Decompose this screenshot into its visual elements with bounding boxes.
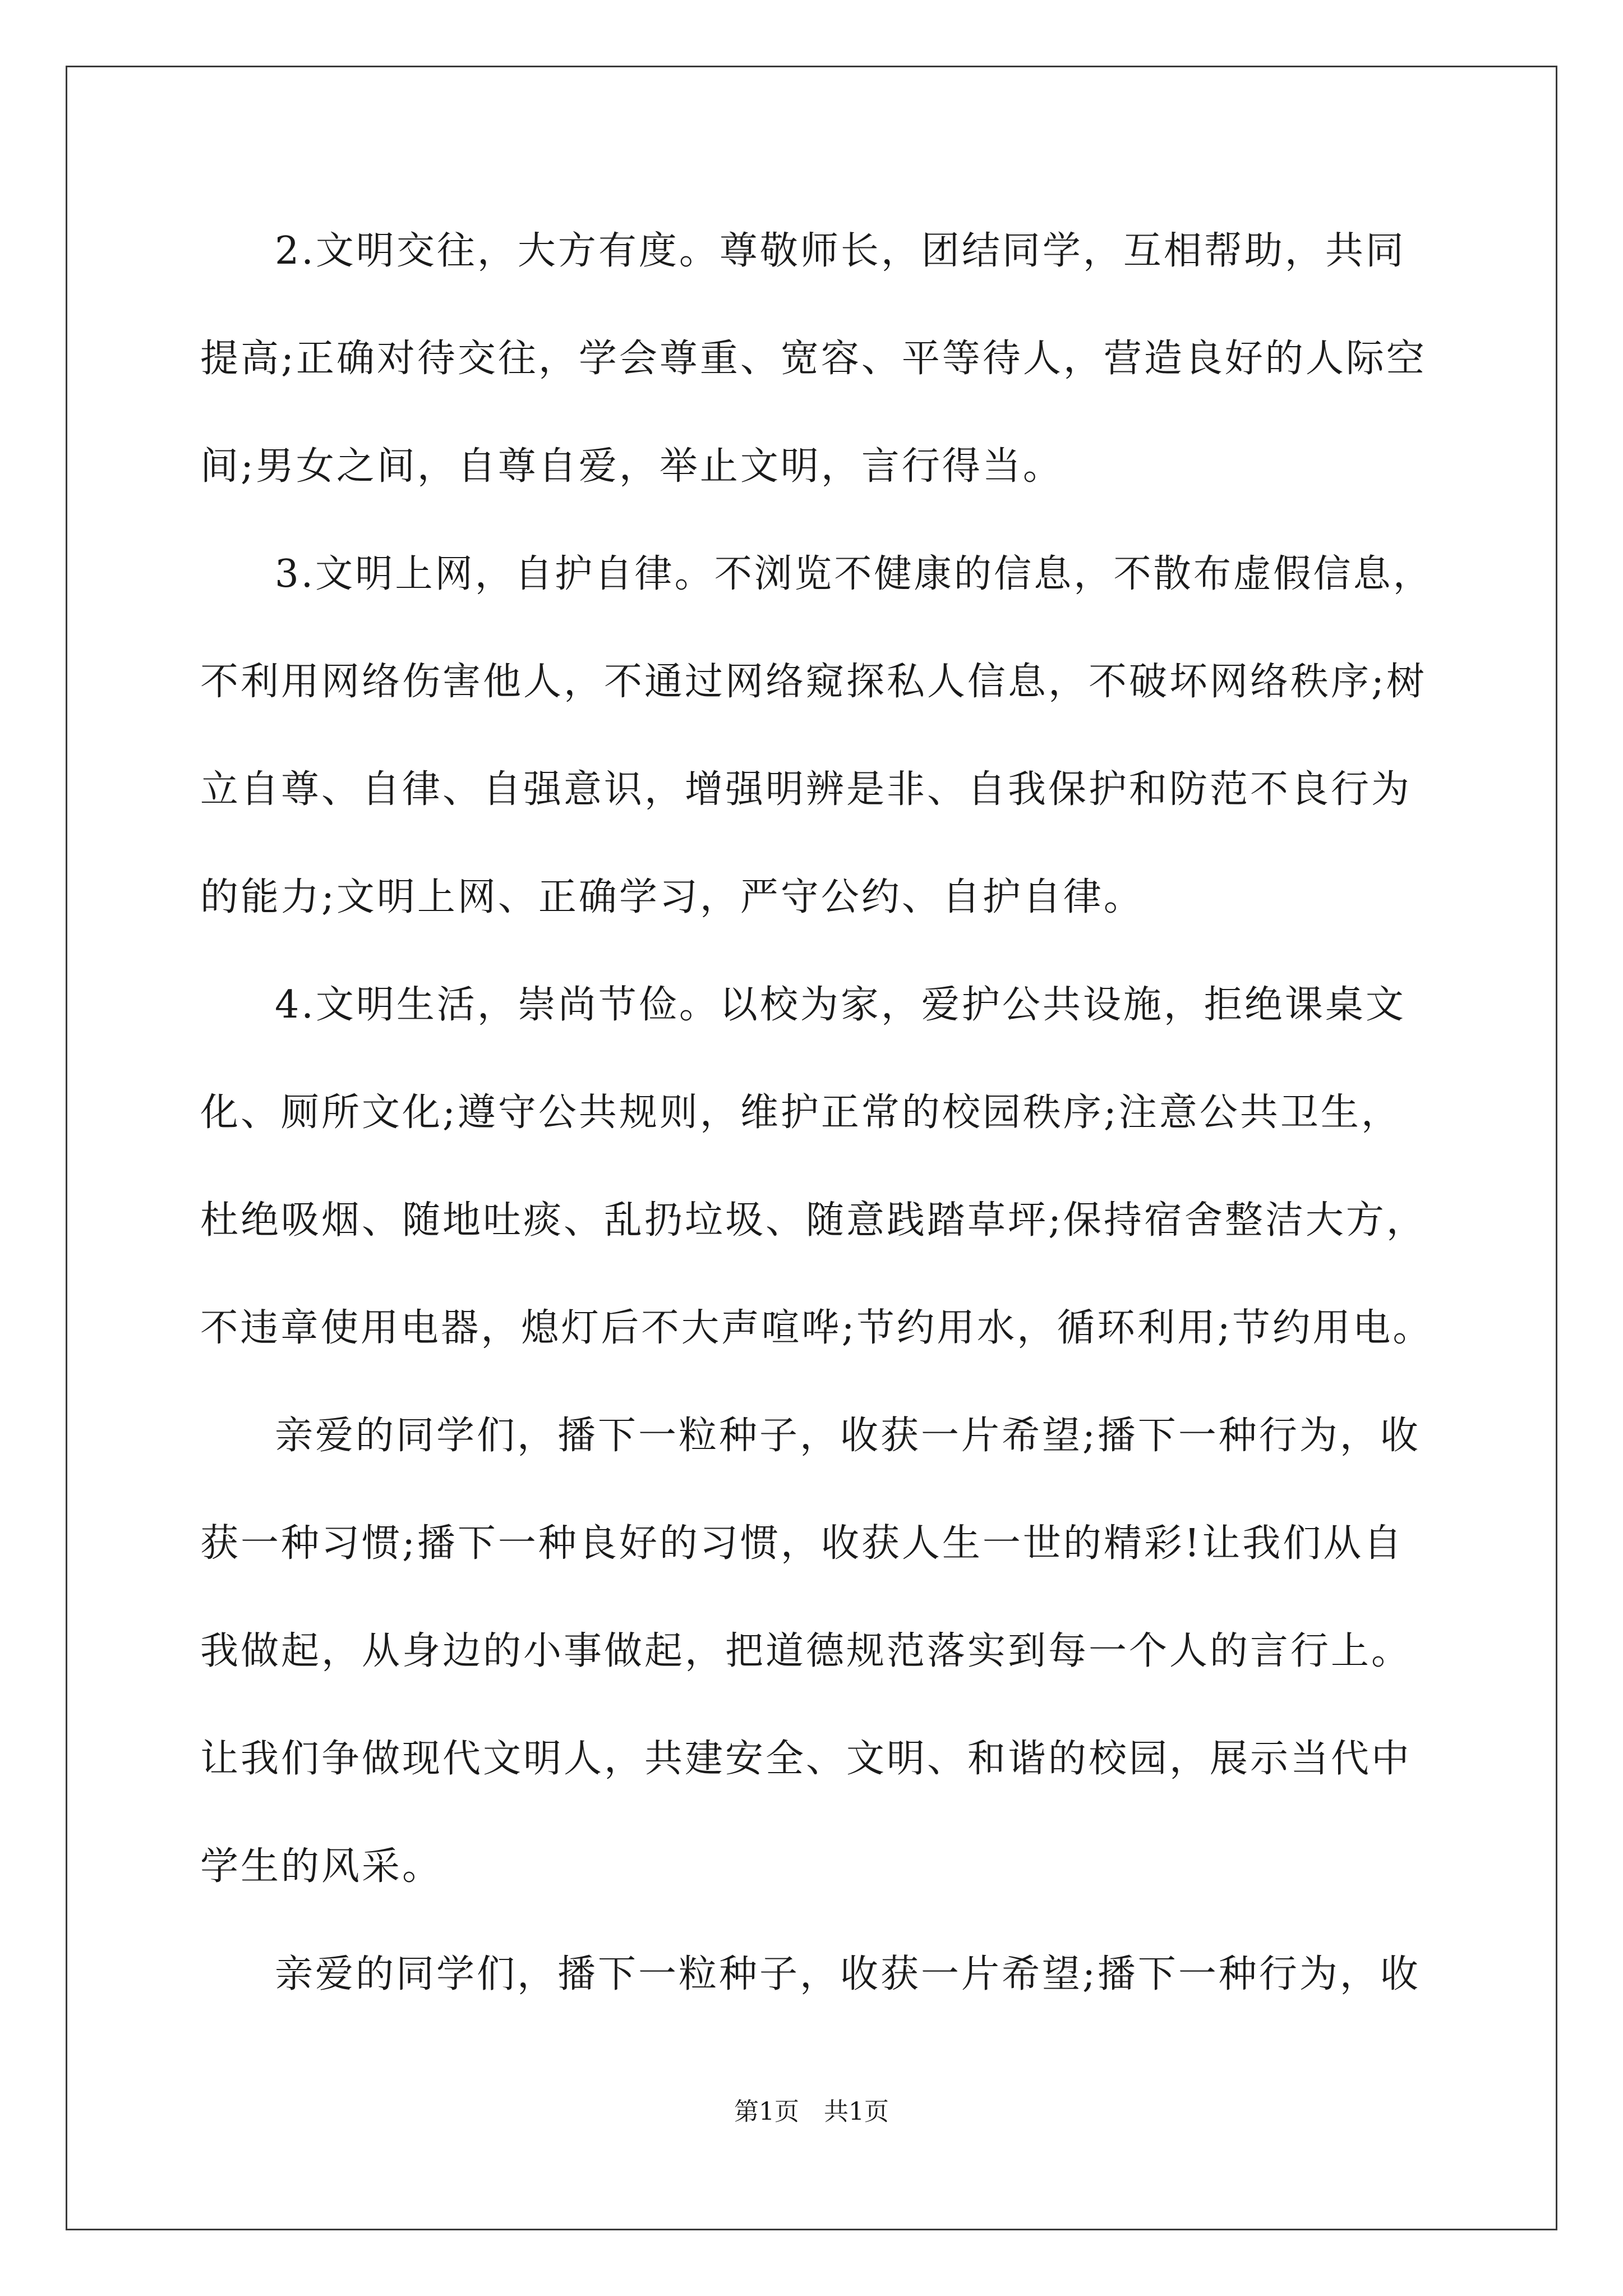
- text-line: 不违章使用电器，熄灯后不大声喧哗;节约用水，循环利用;节约用电。: [200, 1306, 1433, 1350]
- text-line: 杜绝吸烟、随地吐痰、乱扔垃圾、随意践踏草坪;保持宿舍整洁大方，: [200, 1198, 1427, 1243]
- page-border: [66, 66, 1557, 2230]
- text-line: 获一种习惯;播下一种良好的习惯，收获人生一世的精彩!让我们从自: [200, 1521, 1404, 1566]
- text-line: 2.文明交往，大方有度。尊敬师长，团结同学，互相帮助，共同: [275, 229, 1406, 273]
- text-line: 间;男女之间，自尊自爱，举止文明，言行得当。: [200, 444, 1063, 489]
- text-line: 的能力;文明上网、正确学习，严守公约、自护自律。: [200, 875, 1144, 919]
- page-footer: 第1页 共1页: [734, 2097, 889, 2126]
- text-line: 亲爱的同学们，播下一粒种子，收获一片希望;播下一种行为，收: [275, 1952, 1421, 1996]
- text-line: 4.文明生活，崇尚节俭。以校为家，爱护公共设施，拒绝课桌文: [275, 983, 1406, 1027]
- text-line: 让我们争做现代文明人，共建安全、文明、和谐的校园，展示当代中: [200, 1737, 1412, 1781]
- text-line: 立自尊、自律、自强意识，增强明辨是非、自我保护和防范不良行为: [200, 767, 1412, 812]
- text-line: 学生的风采。: [200, 1844, 443, 1889]
- text-line: 化、厕所文化;遵守公共规则，维护正常的校园秩序;注意公共卫生，: [200, 1091, 1401, 1135]
- text-line: 亲爱的同学们，播下一粒种子，收获一片希望;播下一种行为，收: [275, 1414, 1421, 1458]
- text-line: 我做起，从身边的小事做起，把道德规范落实到每一个人的言行上。: [200, 1629, 1412, 1673]
- text-line: 不利用网络伤害他人，不通过网络窥探私人信息，不破坏网络秩序;树: [200, 660, 1427, 704]
- text-line: 3.文明上网，自护自律。不浏览不健康的信息，不散布虚假信息，: [275, 552, 1433, 596]
- text-line: 提高;正确对待交往，学会尊重、宽容、平等待人，营造良好的人际空: [200, 337, 1427, 381]
